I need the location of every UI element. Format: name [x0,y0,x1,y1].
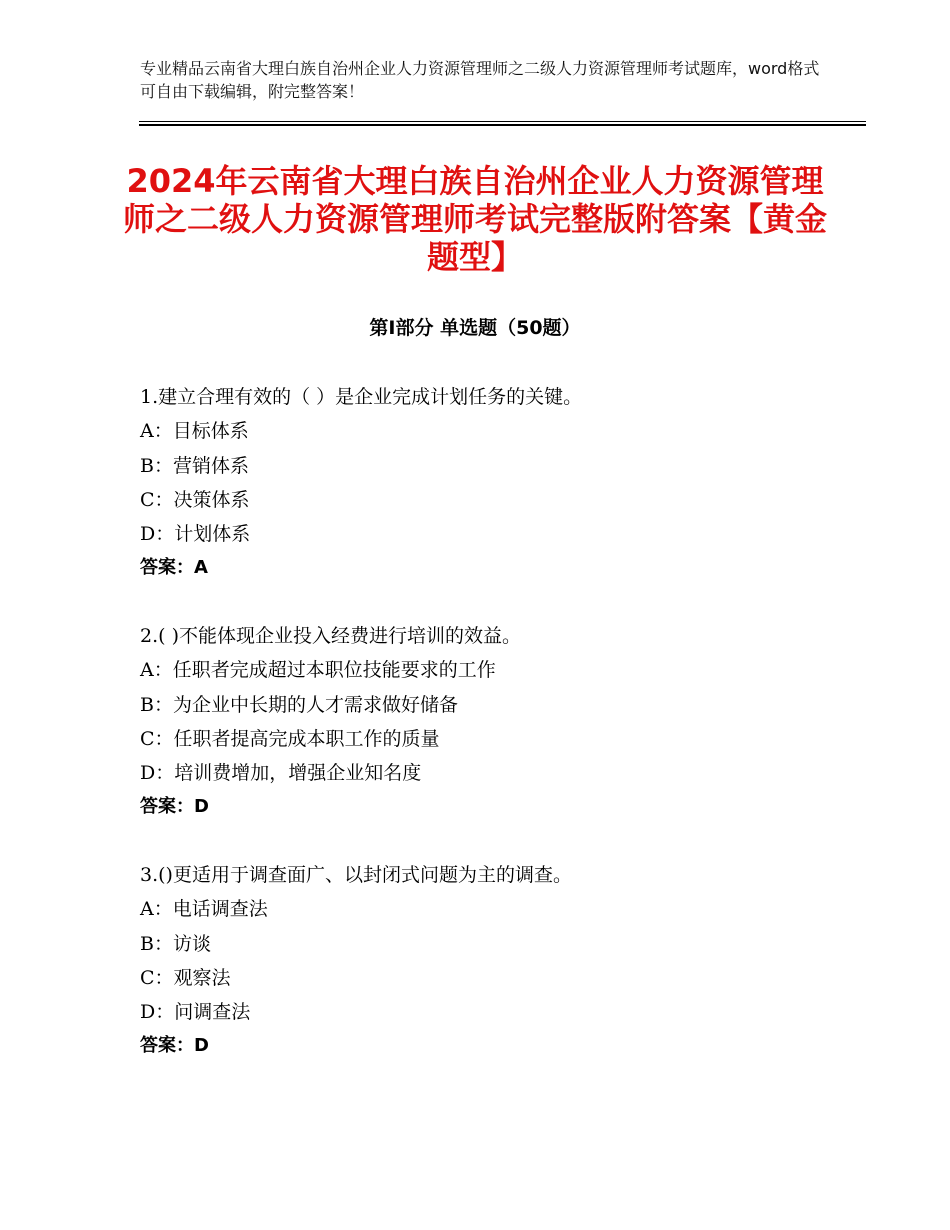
answer: 答案：D [140,1035,209,1057]
option-a: A：目标体系 [140,420,249,443]
option-c: C：观察法 [140,966,231,989]
option-c: C：决策体系 [140,488,250,511]
option-d: D：问调查法 [140,1001,251,1024]
header-divider-bottom [139,124,866,126]
answer: 答案：D [140,796,209,818]
option-a: A：任职者完成超过本职位技能要求的工作 [140,659,496,682]
section-heading: 第Ⅰ部分 单选题（50题） [369,317,581,339]
question-3 [140,858,860,1064]
option-a: A：电话调查法 [140,898,268,921]
option-d: D：培训费增加，增强企业知名度 [140,762,422,785]
option-b: B：为企业中长期的人才需求做好储备 [140,693,458,716]
header-divider-top [139,121,866,122]
question-2 [140,619,860,825]
question-stem: 3.()更适用于调查面广、以封闭式问题为主的调查。 [140,864,572,886]
document-title: 2024年云南省大理白族自治州企业人力资源管理师之二级人力资源管理师考试完整版附答案【黄金题型】 [122,162,827,276]
option-d: D：计划体系 [140,523,251,546]
header-note: 专业精品云南省大理白族自治州企业人力资源管理师之二级人力资源管理师考试题库，word格式可自由下载编辑，附完整答案！ [140,59,820,101]
answer: 答案：A [140,557,208,579]
option-c: C：任职者提高完成本职工作的质量 [140,727,440,750]
question-stem: 2.( )不能体现企业投入经费进行培训的效益。 [140,625,521,647]
question-stem: 1.建立合理有效的（ ）是企业完成计划任务的关键。 [140,386,583,408]
option-b: B：访谈 [140,932,211,955]
question-1 [140,380,860,586]
option-b: B：营销体系 [140,454,249,477]
